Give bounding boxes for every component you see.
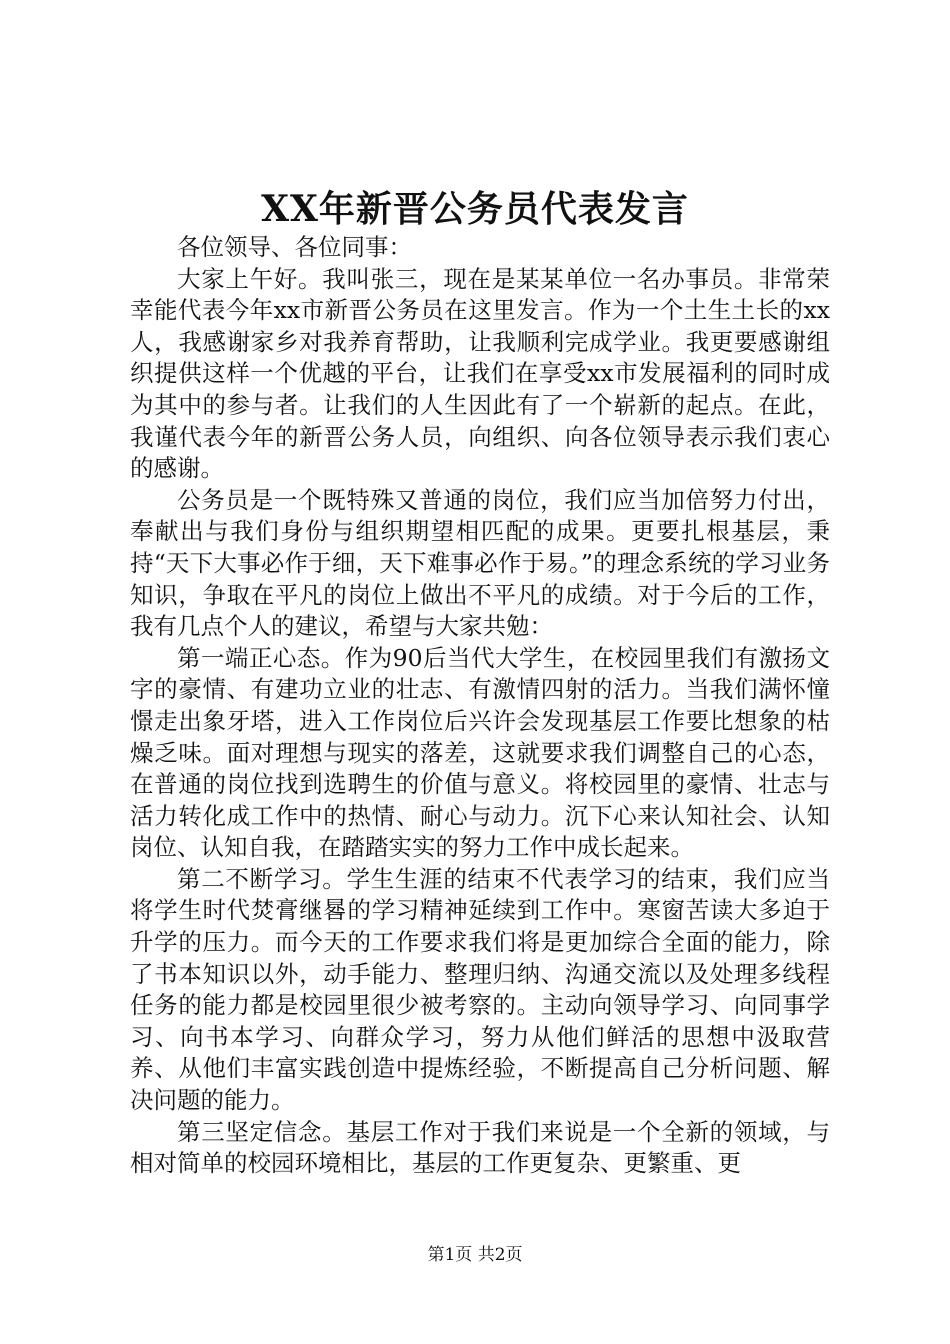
paragraph-5: 第三坚定信念。基层工作对于我们来说是一个全新的领域，与相对简单的校园环境相比，基层的工作更复杂、更繁重、更 xyxy=(130,1117,830,1178)
document-body xyxy=(130,232,830,1180)
salutation: 各位领导、各位同事： xyxy=(177,233,412,261)
paragraph-3: 第一端正心态。作为90后当代大学生，在校园里我们有激扬文字的豪情、有建功立业的壮志、有激情四射的活力。当我们满怀憧憬走出象牙塔，进入工作岗位后兴许会发现基层工作要比想象的枯燥乏味。面对理想与现实的落差，这就要求我们调整自己的心态，在普通的岗位找到选聘生的价值与意义。将校园里的豪情、壮志与活力转化成工作中的热情、耐心与动力。沉下心来认知社会、认知岗位、认知自我，在踏踏实实的努力工作中成长起来。 xyxy=(130,643,830,862)
paragraph-4: 第二不断学习。学生生涯的结束不代表学习的结束，我们应当将学生时代焚膏继晷的学习精神延续到工作中。寒窗苦读大多迫于升学的压力。而今天的工作要求我们将是更加综合全面的能力，除了书本知识以外，动手能力、整理归纳、沟通交流以及处理多线程任务的能力都是校园里很少被考察的。主动向领导学习、向同事学习、向书本学习、向群众学习，努力从他们鲜活的思想中汲取营养、从他们丰富实践创造中提炼经验，不断提高自己分析问题、解决问题的能力。 xyxy=(130,864,830,1115)
page-footer: 第1页 共2页 xyxy=(427,1245,523,1265)
paragraph-1: 大家上午好。我叫张三，现在是某某单位一名办事员。非常荣幸能代表今年xx市新晋公务员在这里发言。作为一个土生土长的xx人，我感谢家乡对我养育帮助，让我顺利完成学业。我更要感谢组织提供这样一个优越的平台，让我们在享受xx市发展福利的同时成为其中的参与者。让我们的人生因此有了一个崭新的起点。在此，我谨代表今年的新晋公务人员，向组织、向各位领导表示我们衷心的感谢。 xyxy=(130,264,830,483)
paragraph-2: 公务员是一个既特殊又普通的岗位，我们应当加倍努力付出，奉献出与我们身份与组织期望相匹配的成果。更要扎根基层，秉持“天下大事必作于细，天下难事必作于易。”的理念系统的学习业务知识，争取在平凡的岗位上做出不平凡的成绩。对于今后的工作，我有几点个人的建议，希望与大家共勉： xyxy=(130,485,830,641)
document-title: XX年新晋公务员代表发言 xyxy=(261,188,689,230)
